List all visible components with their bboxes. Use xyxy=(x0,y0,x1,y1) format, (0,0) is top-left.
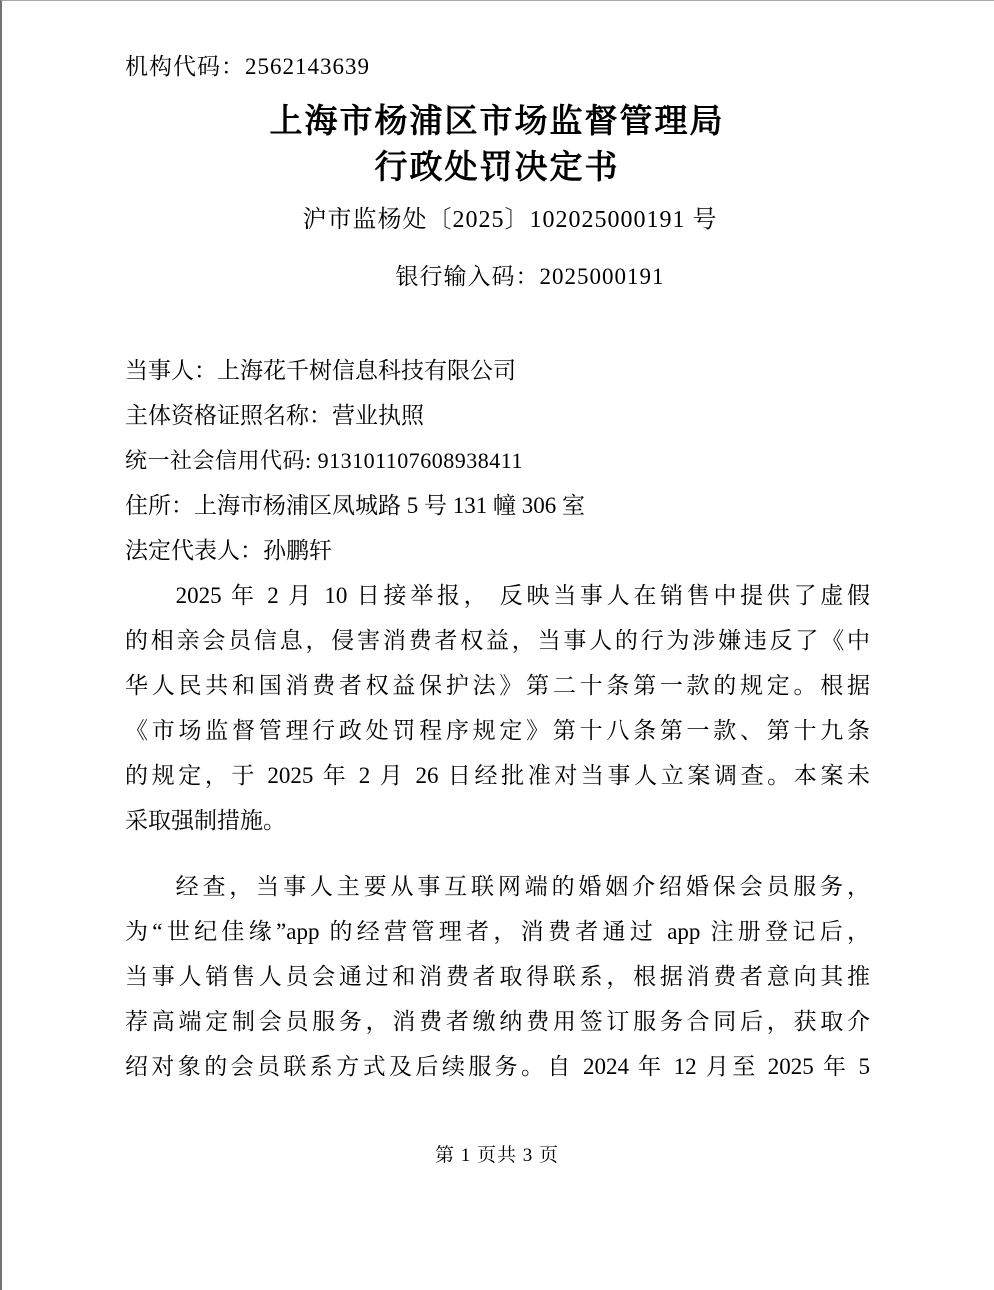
paragraph2-line: 为“世纪佳缘”app 的经营管理者，消费者通过 app 注册登记后， xyxy=(125,919,870,944)
document-title-line-2: 行政处罚决定书 xyxy=(374,148,620,185)
paragraph1-line: 《市场监督管理行政处罚程序规定》第十八条第一款、第十九条 xyxy=(125,718,870,743)
bank-input-code: 银行输入码：2025000191 xyxy=(395,264,665,289)
document-title-line-1: 上海市杨浦区市场监督管理局 xyxy=(269,102,725,139)
paragraph1-line: 2025 年 2 月 10 日接举报， 反映当事人在销售中提供了虚假 xyxy=(175,583,870,608)
paragraph1-line: 的规定，于 2025 年 2 月 26 日经批准对当事人立案调查。本案未 xyxy=(125,763,870,788)
paragraph1-line: 华人民共和国消费者权益保护法》第二十条第一款的规定。根据 xyxy=(125,673,870,698)
credit-code-line: 统一社会信用代码: 913101107608938411 xyxy=(125,448,523,473)
paragraph2-line: 绍对象的会员联系方式及后续服务。自 2024 年 12 月至 2025 年 5 xyxy=(125,1054,871,1079)
document-body xyxy=(125,348,870,1089)
legal-rep-line: 法定代表人：孙鹏轩 xyxy=(125,538,332,563)
org-code-line: 机构代码：2562143639 xyxy=(125,54,370,79)
address-line: 住所：上海市杨浦区凤城路 5 号 131 幢 306 室 xyxy=(125,493,585,518)
page-number-indicator: 第 1 页共 3 页 xyxy=(434,1145,559,1166)
party-name-line: 当事人：上海花千树信息科技有限公司 xyxy=(125,358,516,383)
document-number: 沪市监杨处〔2025〕102025000191 号 xyxy=(302,207,718,233)
paragraph2-line: 经查，当事人主要从事互联网端的婚姻介绍婚保会员服务， xyxy=(175,874,870,899)
paragraph1-line: 的相亲会员信息，侵害消费者权益，当事人的行为涉嫌违反了《中 xyxy=(125,628,870,653)
paragraph1-line: 采取强制措施。 xyxy=(125,808,286,833)
paragraph2-line: 当事人销售人员会通过和消费者取得联系，根据消费者意向其推 xyxy=(125,964,870,989)
paragraph2-line: 荐高端定制会员服务，消费者缴纳费用签订服务合同后，获取介 xyxy=(125,1009,870,1034)
license-type-line: 主体资格证照名称：营业执照 xyxy=(125,403,424,428)
